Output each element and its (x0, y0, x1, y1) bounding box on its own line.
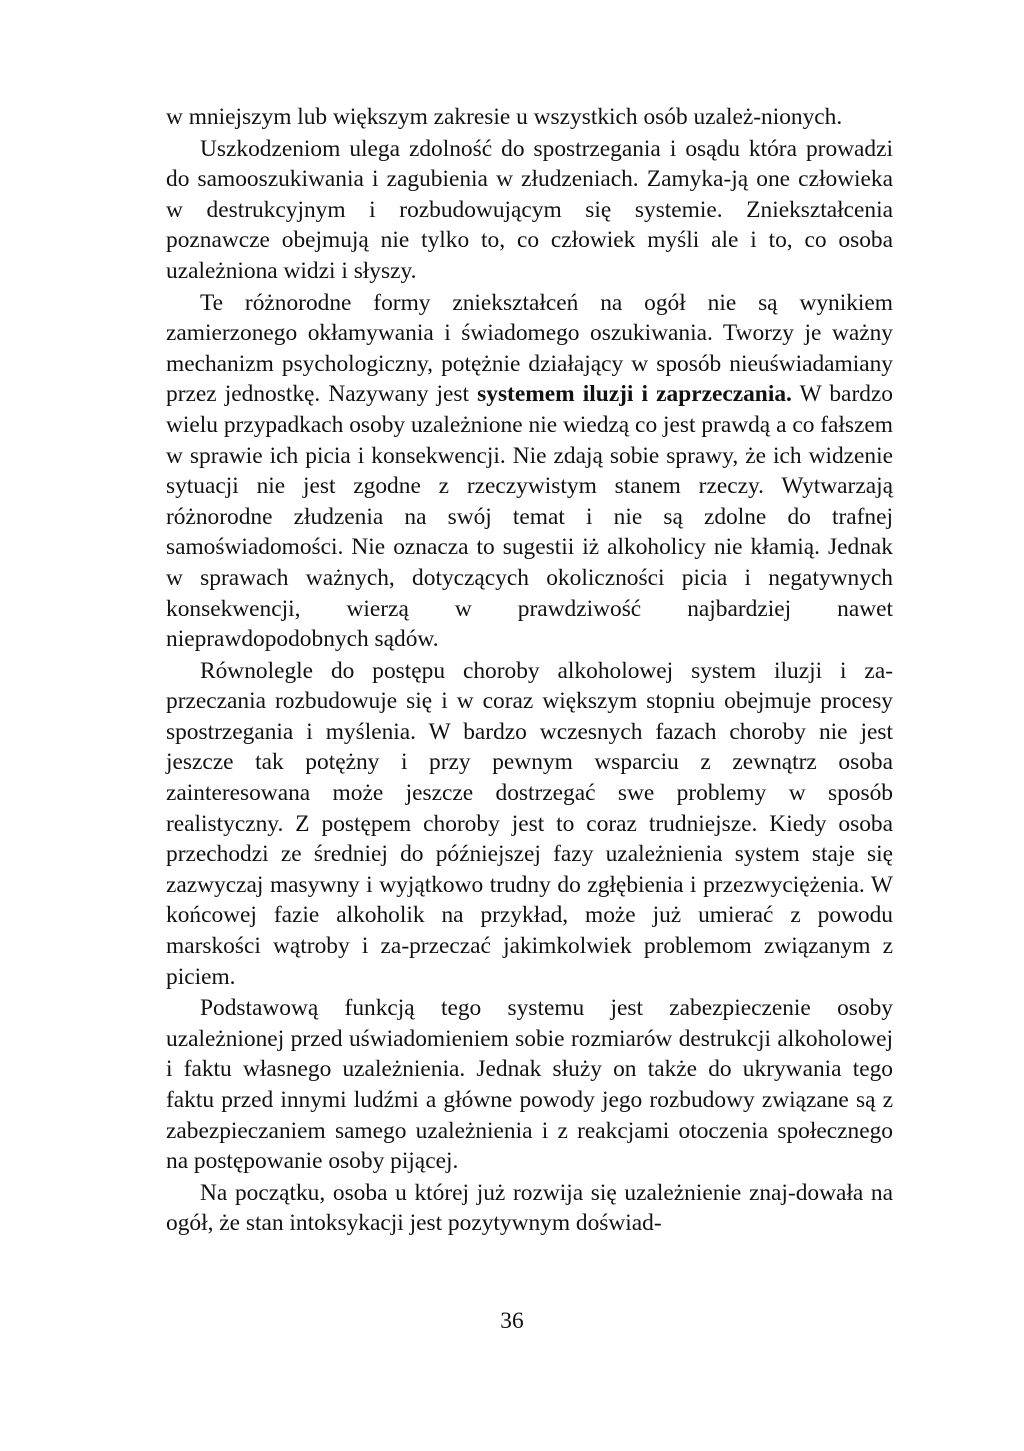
text-run: W bardzo wielu przypadkach osoby uzależnione nie wiedzą co jest prawdą a co fałszem w sprawie ich picia i konsekwencji. Nie zdają sobie sprawy, że ich widzenie sytuacji nie jest zgodne z rzeczywistym stanem rzeczy. Wytwarzają różnorodne złudzenia na swój temat i nie są zdolne do trafnej samoświadomości. Nie oznacza to sugestii iż alkoholicy nie kłamią. Jednak w sprawach ważnych, dotyczących okoliczności picia i negatywnych konsekwencji, wierzą w prawdziwość najbardziej nawet nieprawdopodobnych sądów. (166, 381, 893, 653)
text-run: Na początku, osoba u której już rozwija się uzależnienie znaj-dowała na ogół, że stan intoksykacji jest pozytywnym doświad- (166, 1179, 893, 1237)
bold-term-system-iluzji: systemem iluzji i zaprzeczania. (477, 381, 792, 408)
text-run: Równolegle do postępu choroby alkoholowej system iluzji i za-przeczania rozbudowuje się i w coraz większym stopniu obejmuje procesy spostrzegania i myślenia. W bardzo wczesnych fazach choroby nie jest jeszcze tak potężny i przy pewnym wsparciu z zewnątrz osoba zainteresowana może jeszcze dostrzegać swe problemy w sposób realistyczny. Z postępem choroby jest to coraz trudniejsze. Kiedy osoba przechodzi ze średniej do późniejszej fazy uzależnienia system staje się zazwyczaj masywny i wyjątkowo trudny do zgłębienia i przezwyciężenia. W końcowej fazie alkoholik na przykład, może już umierać z powodu marskości wątroby i za-przeczać jakimkolwiek problemom związanym z piciem. (166, 657, 893, 990)
paragraph-1 (166, 102, 893, 133)
paragraph-6 (166, 1178, 893, 1239)
paragraph-5 (166, 993, 893, 1177)
paragraph-3 (166, 288, 893, 655)
text-run: Te różnorodne formy zniekształceń na ogół nie są wynikiem zamierzonego okłamywania i świadomego oszukiwania. Tworzy je ważny mechanizm psychologiczny, potężnie działający w sposób nieuświadamiany przez jednostkę. Nazywany jest (166, 289, 893, 408)
page-number: 36 (500, 1308, 524, 1334)
document-page (166, 102, 893, 1239)
paragraph-2 (166, 134, 893, 287)
text-run: Uszkodzeniom ulega zdolność do spostrzegania i osądu która prowadzi do samooszukiwania i zagubienia w złudzeniach. Zamyka-ją one człowieka w destrukcyjnym i rozbudowującym się systemie. Zniekształcenia poznawcze obejmują nie tylko to, co człowiek myśli ale i to, co osoba uzależniona widzi i słyszy. (166, 135, 893, 284)
paragraph-4 (166, 656, 893, 993)
text-run: w mniejszym lub większym zakresie u wszystkich osób uzależ-nionych. (166, 104, 843, 130)
text-run: Podstawową funkcją tego systemu jest zabezpieczenie osoby uzależnionej przed uświadomieniem sobie rozmiarów destrukcji alkoholowej i faktu własnego uzależnienia. Jednak służy on także do ukrywania tego faktu przed innymi ludźmi a główne powody jego rozbudowy związane są z zabezpieczaniem samego uzależnienia i z reakcjami otoczenia społecznego na postępowanie osoby pijącej. (166, 995, 893, 1175)
